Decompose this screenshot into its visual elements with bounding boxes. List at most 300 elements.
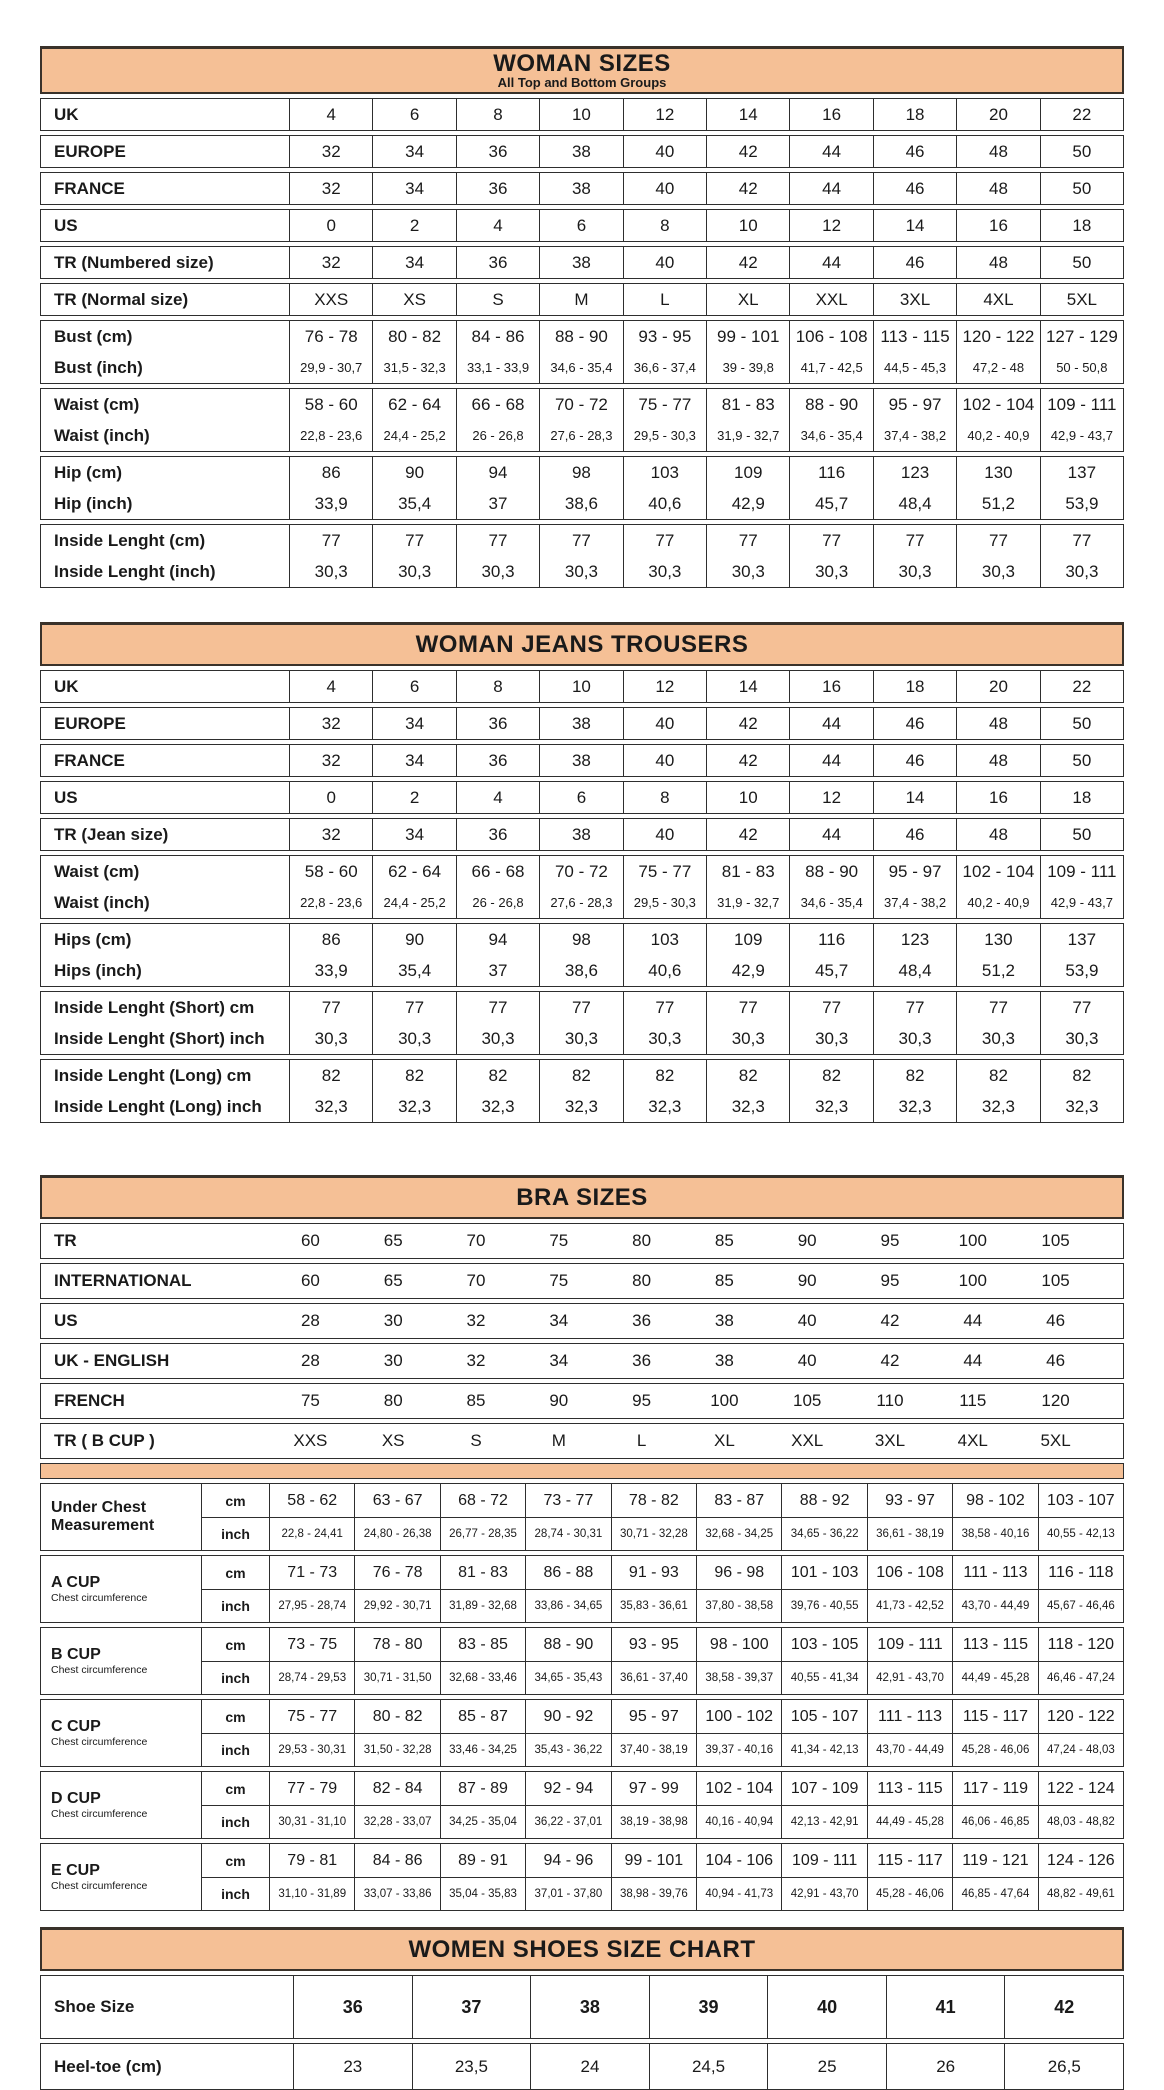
value-cell: 38,98 - 39,76 — [611, 1878, 696, 1910]
value-cell: 36 — [456, 819, 539, 850]
value-cell: 40,6 — [623, 488, 706, 519]
row-label: US — [54, 787, 78, 807]
value-cell: 42 — [706, 745, 789, 776]
value-cell: 58 - 60 — [289, 856, 372, 887]
value-cell: 12 — [623, 99, 706, 130]
cup-label — [41, 1772, 201, 1838]
value-cell: 36 — [632, 1311, 652, 1330]
row-label: Heel-toe (cm) — [54, 2056, 162, 2076]
cup-row-group — [40, 1843, 1124, 1911]
cup-label-text: D CUP — [51, 1789, 101, 1807]
value-cell: 5XL — [1040, 284, 1123, 315]
row-values — [293, 2044, 1123, 2089]
row-values — [289, 488, 1123, 519]
value-cell: 58 - 62 — [269, 1484, 354, 1517]
value-cell: 18 — [873, 99, 956, 130]
value-cell: 16 — [956, 782, 1039, 813]
value-cell: 123 — [873, 924, 956, 955]
shoes-title: WOMEN SHOES SIZE CHART — [408, 1935, 756, 1963]
row-values — [289, 389, 1123, 420]
value-cell: 39 — [649, 1976, 768, 2038]
value-cell: 38 — [539, 247, 622, 278]
row-label: Hips (cm) — [54, 929, 132, 949]
value-cell: 42,13 - 42,91 — [781, 1806, 866, 1838]
value-cell: 33,86 - 34,65 — [525, 1590, 610, 1622]
row-values — [289, 247, 1123, 278]
value-cell: 100 — [958, 1271, 987, 1290]
value-cell: 48 — [956, 247, 1039, 278]
value-cell: 32,3 — [539, 1091, 622, 1122]
value-cell: 6 — [372, 99, 455, 130]
row-label: Inside Lenght (Long) inch — [54, 1096, 262, 1116]
value-cell: 32,68 - 33,46 — [440, 1662, 525, 1694]
value-cell: 26 — [886, 2044, 1005, 2089]
value-cell: 6 — [539, 210, 622, 241]
value-cell: 40 — [623, 819, 706, 850]
value-cell: 109 - 111 — [781, 1844, 866, 1877]
value-cell: 31,89 - 32,68 — [440, 1590, 525, 1622]
value-cell: XXS — [289, 284, 372, 315]
value-cell: L — [636, 1431, 647, 1450]
value-cell: 84 - 86 — [354, 1844, 439, 1877]
row-label: UK — [54, 676, 79, 696]
value-cell: 24,4 - 25,2 — [372, 887, 455, 918]
value-cell: 95 — [880, 1231, 900, 1250]
value-cell: 97 - 99 — [611, 1772, 696, 1805]
value-cell: 34 — [372, 173, 455, 204]
table-row — [41, 136, 1123, 167]
value-cell: 137 — [1040, 924, 1123, 955]
value-cell: 99 - 101 — [611, 1844, 696, 1877]
value-cell: 22,8 - 23,6 — [289, 420, 372, 451]
cup-label-text: E CUP — [51, 1861, 100, 1879]
unit-label: inch — [201, 1734, 269, 1766]
cup-cm-row — [201, 1700, 1123, 1733]
value-cell: 82 — [372, 1060, 455, 1091]
value-cell: 80 - 82 — [372, 321, 455, 352]
value-cell: 40 — [797, 1311, 817, 1330]
value-cell: 99 - 101 — [706, 321, 789, 352]
value-cell: 26 - 26,8 — [456, 420, 539, 451]
row-label: Waist (inch) — [54, 425, 150, 445]
value-cell: 40,2 - 40,9 — [956, 887, 1039, 918]
value-cell: 44,49 - 45,28 — [952, 1662, 1037, 1694]
value-cell: 42 — [880, 1311, 900, 1330]
unit-label: inch — [201, 1518, 269, 1550]
row-label: Inside Lenght (Short) cm — [54, 997, 255, 1017]
row-label: Hip (cm) — [54, 462, 122, 482]
cup-row-group — [40, 1771, 1124, 1839]
value-cell: 80 — [632, 1231, 652, 1250]
value-cell: 42 — [706, 247, 789, 278]
value-cell: 36 — [632, 1351, 652, 1370]
value-cell: 62 - 64 — [372, 856, 455, 887]
value-cell: 86 — [289, 457, 372, 488]
value-cell: 130 — [956, 924, 1039, 955]
value-cell: 50 — [1040, 247, 1123, 278]
value-cell: 111 - 113 — [952, 1556, 1037, 1589]
row-values — [269, 1264, 1097, 1298]
row-values — [289, 457, 1123, 488]
cup-label-subtext: Chest circumference — [51, 1880, 148, 1893]
value-cell: 4 — [456, 210, 539, 241]
value-cell: 65 — [383, 1231, 403, 1250]
bra-sizes-table — [40, 1175, 1124, 1911]
row-label: Hip (inch) — [54, 493, 133, 513]
value-cell: 44 — [789, 708, 872, 739]
unit-label: cm — [201, 1700, 269, 1733]
value-cell: 78 - 82 — [611, 1484, 696, 1517]
value-cell: 109 - 111 — [867, 1628, 952, 1661]
value-cell: XXS — [293, 1431, 328, 1450]
value-cell: XS — [372, 284, 455, 315]
value-cell: 30,71 - 31,50 — [354, 1662, 439, 1694]
value-cell: 41,34 - 42,13 — [781, 1734, 866, 1766]
value-cell: 35,4 — [372, 955, 455, 986]
cup-values — [201, 1628, 1123, 1694]
value-cell: 20 — [956, 99, 1039, 130]
value-cell: 77 — [456, 992, 539, 1023]
value-cell: 22,8 - 23,6 — [289, 887, 372, 918]
cup-inch-row — [201, 1517, 1123, 1550]
value-cell: 23,5 — [412, 2044, 531, 2089]
value-cell: 8 — [456, 99, 539, 130]
value-cell: 50 — [1040, 819, 1123, 850]
value-cell: 42 — [706, 708, 789, 739]
row-values — [289, 819, 1123, 850]
value-cell: 101 - 103 — [781, 1556, 866, 1589]
value-cell: 30,3 — [873, 556, 956, 587]
value-cell: 46 — [873, 136, 956, 167]
value-cell: 38 — [714, 1351, 734, 1370]
value-cell: 88 - 90 — [525, 1628, 610, 1661]
value-cell: S — [456, 284, 539, 315]
value-cell: 6 — [372, 671, 455, 702]
cup-values — [201, 1556, 1123, 1622]
woman-sizes-body — [40, 98, 1124, 588]
value-cell: 42,9 - 43,7 — [1040, 420, 1123, 451]
value-cell: 45,67 - 46,46 — [1038, 1590, 1123, 1622]
value-cell: 82 — [289, 1060, 372, 1091]
value-cell: 45,28 - 46,06 — [867, 1878, 952, 1910]
value-cell: 30,3 — [706, 556, 789, 587]
value-cell: 42,9 - 43,7 — [1040, 887, 1123, 918]
unit-label: inch — [201, 1662, 269, 1694]
table-row-group — [40, 283, 1124, 316]
value-cell: 63 - 67 — [354, 1484, 439, 1517]
value-cell: 34 — [372, 819, 455, 850]
value-cell: 90 — [372, 924, 455, 955]
table-row-group — [40, 707, 1124, 740]
value-cell: 3XL — [874, 1431, 906, 1450]
value-cell: 47,2 - 48 — [956, 352, 1039, 383]
cup-inch-row — [201, 1877, 1123, 1910]
bra-band-body — [40, 1223, 1124, 1459]
woman-sizes-header — [40, 46, 1124, 94]
value-cell: 32,3 — [956, 1091, 1039, 1122]
value-cell: 50 — [1040, 745, 1123, 776]
value-cell: 14 — [706, 99, 789, 130]
value-cell: 32,3 — [706, 1091, 789, 1122]
value-cell: 29,9 - 30,7 — [289, 352, 372, 383]
value-cell: 77 - 79 — [269, 1772, 354, 1805]
value-cell: 82 — [789, 1060, 872, 1091]
value-cell: 62 - 64 — [372, 389, 455, 420]
value-cell: 22,8 - 24,41 — [269, 1518, 354, 1550]
value-cell: 40 — [623, 708, 706, 739]
value-cell: 43,70 - 44,49 — [867, 1734, 952, 1766]
row-label: Waist (cm) — [54, 861, 140, 881]
value-cell: 46 — [1046, 1351, 1066, 1370]
value-cell: 107 - 109 — [781, 1772, 866, 1805]
table-row-group — [40, 524, 1124, 588]
row-label: TR ( B CUP ) — [54, 1431, 155, 1450]
row-values — [289, 671, 1123, 702]
value-cell: 95 — [632, 1391, 652, 1410]
value-cell: 30,3 — [623, 1023, 706, 1054]
value-cell: 85 — [714, 1231, 734, 1250]
value-cell: 32,3 — [289, 1091, 372, 1122]
value-cell: 38 — [539, 173, 622, 204]
value-cell: 127 - 129 — [1040, 321, 1123, 352]
value-cell: 2 — [372, 782, 455, 813]
cup-label-subtext: Chest circumference — [51, 1592, 148, 1605]
table-row-group — [40, 172, 1124, 205]
value-cell: 50 - 50,8 — [1040, 352, 1123, 383]
value-cell: 84 - 86 — [456, 321, 539, 352]
value-cell: 34,65 - 35,43 — [525, 1662, 610, 1694]
cup-label — [41, 1484, 201, 1550]
value-cell: 10 — [539, 671, 622, 702]
value-cell: 30,3 — [372, 1023, 455, 1054]
value-cell: 94 - 96 — [525, 1844, 610, 1877]
value-cell: 37,80 - 38,58 — [696, 1590, 781, 1622]
value-cell: 113 - 115 — [867, 1772, 952, 1805]
value-cell: 103 - 105 — [781, 1628, 866, 1661]
value-cell: 73 - 75 — [269, 1628, 354, 1661]
value-cell: 82 — [539, 1060, 622, 1091]
cup-row-group — [40, 1627, 1124, 1695]
value-cell: 79 - 81 — [269, 1844, 354, 1877]
value-cell: 86 - 88 — [525, 1556, 610, 1589]
row-values — [289, 173, 1123, 204]
value-cell: 88 - 92 — [781, 1484, 866, 1517]
value-cell: 88 - 90 — [789, 389, 872, 420]
value-cell: 33,9 — [289, 955, 372, 986]
value-cell: 42,9 — [706, 488, 789, 519]
value-cell: 75 — [549, 1271, 569, 1290]
value-cell: 80 - 82 — [354, 1700, 439, 1733]
cup-label-subtext: Chest circumference — [51, 1664, 148, 1677]
value-cell: 38 — [539, 136, 622, 167]
value-cell: 26,5 — [1004, 2044, 1123, 2089]
value-cell: 76 - 78 — [354, 1556, 439, 1589]
value-cell: 82 — [1040, 1060, 1123, 1091]
row-values — [289, 1060, 1123, 1091]
unit-label: cm — [201, 1556, 269, 1589]
value-cell: 25 — [767, 2044, 886, 2089]
bra-sizes-header — [40, 1175, 1124, 1219]
value-cell: 42 — [706, 819, 789, 850]
value-cell: 14 — [706, 671, 789, 702]
row-values — [289, 924, 1123, 955]
row-values — [269, 1224, 1097, 1258]
row-values — [289, 955, 1123, 986]
value-cell: 65 — [383, 1271, 403, 1290]
value-cell: 40 — [623, 745, 706, 776]
row-label: EUROPE — [54, 141, 126, 161]
value-cell: 48 — [956, 136, 1039, 167]
value-cell: 27,95 - 28,74 — [269, 1590, 354, 1622]
cup-label — [41, 1628, 201, 1694]
table-row — [41, 992, 1123, 1023]
table-row-group — [40, 135, 1124, 168]
cup-row-group — [40, 1483, 1124, 1551]
table-row — [41, 1264, 1123, 1298]
value-cell: 40 — [623, 247, 706, 278]
row-values — [289, 136, 1123, 167]
value-cell: 106 - 108 — [867, 1556, 952, 1589]
value-cell: 48,4 — [873, 955, 956, 986]
row-label: Shoe Size — [54, 1997, 135, 2016]
value-cell: 77 — [289, 992, 372, 1023]
value-cell: 82 — [456, 1060, 539, 1091]
value-cell: 42 — [1004, 1976, 1123, 2038]
woman-sizes-table — [40, 46, 1124, 588]
value-cell: 30,3 — [623, 556, 706, 587]
value-cell: 110 — [876, 1391, 904, 1410]
value-cell: 33,1 - 33,9 — [456, 352, 539, 383]
unit-label: cm — [201, 1628, 269, 1661]
value-cell: 26,77 - 28,35 — [440, 1518, 525, 1550]
value-cell: M — [539, 284, 622, 315]
value-cell: 46 — [873, 745, 956, 776]
row-values — [289, 210, 1123, 241]
value-cell: 102 - 104 — [696, 1772, 781, 1805]
value-cell: M — [551, 1431, 566, 1450]
value-cell: 109 — [706, 924, 789, 955]
value-cell: L — [623, 284, 706, 315]
value-cell: XL — [713, 1431, 735, 1450]
value-cell: 124 - 126 — [1038, 1844, 1123, 1877]
value-cell: 77 — [956, 992, 1039, 1023]
value-cell: 42,91 - 43,70 — [867, 1662, 952, 1694]
value-cell: 98 - 100 — [696, 1628, 781, 1661]
value-cell: 36,61 - 38,19 — [867, 1518, 952, 1550]
value-cell: 78 - 80 — [354, 1628, 439, 1661]
value-cell: 85 — [714, 1271, 734, 1290]
value-cell: 75 - 77 — [623, 389, 706, 420]
value-cell: 120 — [1041, 1391, 1070, 1410]
value-cell: 38 — [714, 1311, 734, 1330]
value-cell: 96 - 98 — [696, 1556, 781, 1589]
value-cell: 44 — [963, 1351, 983, 1370]
table-row-group — [40, 923, 1124, 987]
cup-row-group — [40, 1555, 1124, 1623]
value-cell: 10 — [706, 782, 789, 813]
value-cell: 37,40 - 38,19 — [611, 1734, 696, 1766]
value-cell: 95 - 97 — [611, 1700, 696, 1733]
value-cell: 24,80 - 26,38 — [354, 1518, 439, 1550]
table-row — [41, 389, 1123, 420]
value-cell: 34 — [372, 708, 455, 739]
value-cell: 23 — [293, 2044, 412, 2089]
table-row — [41, 247, 1123, 278]
value-cell: 105 — [1041, 1271, 1070, 1290]
value-cell: 77 — [623, 525, 706, 556]
value-cell: 34 — [372, 247, 455, 278]
value-cell: 30,3 — [706, 1023, 789, 1054]
value-cell: 31,9 - 32,7 — [706, 420, 789, 451]
cup-label-text: Under Chest Measurement — [51, 1499, 155, 1534]
table-row — [41, 819, 1123, 850]
value-cell: 28 — [300, 1351, 320, 1370]
row-label: Inside Lenght (inch) — [54, 561, 216, 581]
value-cell: 93 - 95 — [623, 321, 706, 352]
value-cell: 104 - 106 — [696, 1844, 781, 1877]
value-cell: S — [470, 1431, 482, 1450]
value-cell: 30,3 — [539, 1023, 622, 1054]
value-cell: 103 — [623, 457, 706, 488]
woman-sizes-subtitle: All Top and Bottom Groups — [497, 74, 667, 90]
value-cell: 77 — [1040, 992, 1123, 1023]
row-label: FRANCE — [54, 178, 125, 198]
value-cell: 46 — [873, 708, 956, 739]
value-cell: 120 - 122 — [956, 321, 1039, 352]
value-cell: 116 — [789, 457, 872, 488]
value-cell: 77 — [873, 992, 956, 1023]
value-cell: 46 — [873, 173, 956, 204]
value-cell: 47,24 - 48,03 — [1038, 1734, 1123, 1766]
value-cell: 30,3 — [789, 1023, 872, 1054]
value-cell: XL — [706, 284, 789, 315]
table-row — [41, 1304, 1123, 1338]
value-cell: 102 - 104 — [956, 856, 1039, 887]
value-cell: 45,7 — [789, 488, 872, 519]
row-values — [289, 745, 1123, 776]
value-cell: 16 — [789, 671, 872, 702]
value-cell: 90 — [797, 1231, 817, 1250]
value-cell: 115 - 117 — [867, 1844, 952, 1877]
table-row-group — [40, 670, 1124, 703]
row-label: INTERNATIONAL — [54, 1271, 192, 1290]
value-cell: 32 — [289, 819, 372, 850]
cup-label-subtext: Chest circumference — [51, 1736, 148, 1749]
value-cell: 53,9 — [1040, 955, 1123, 986]
table-row — [41, 99, 1123, 130]
value-cell: 60 — [300, 1231, 320, 1250]
value-cell: 37 — [456, 488, 539, 519]
row-label: EUROPE — [54, 713, 126, 733]
table-row-group — [40, 1343, 1124, 1379]
row-label: FRENCH — [54, 1391, 125, 1410]
value-cell: 45,28 - 46,06 — [952, 1734, 1037, 1766]
value-cell: 38,58 - 40,16 — [952, 1518, 1037, 1550]
table-row — [41, 1344, 1123, 1378]
value-cell: 20 — [956, 671, 1039, 702]
unit-label: inch — [201, 1590, 269, 1622]
value-cell: 32,3 — [372, 1091, 455, 1122]
value-cell: 12 — [623, 671, 706, 702]
unit-label: inch — [201, 1878, 269, 1910]
cup-inch-row — [201, 1589, 1123, 1622]
value-cell: 3XL — [873, 284, 956, 315]
table-row-group — [40, 1303, 1124, 1339]
row-label: FRANCE — [54, 750, 125, 770]
row-values — [289, 284, 1123, 315]
cup-cm-row — [201, 1844, 1123, 1877]
cup-inch-row — [201, 1805, 1123, 1838]
